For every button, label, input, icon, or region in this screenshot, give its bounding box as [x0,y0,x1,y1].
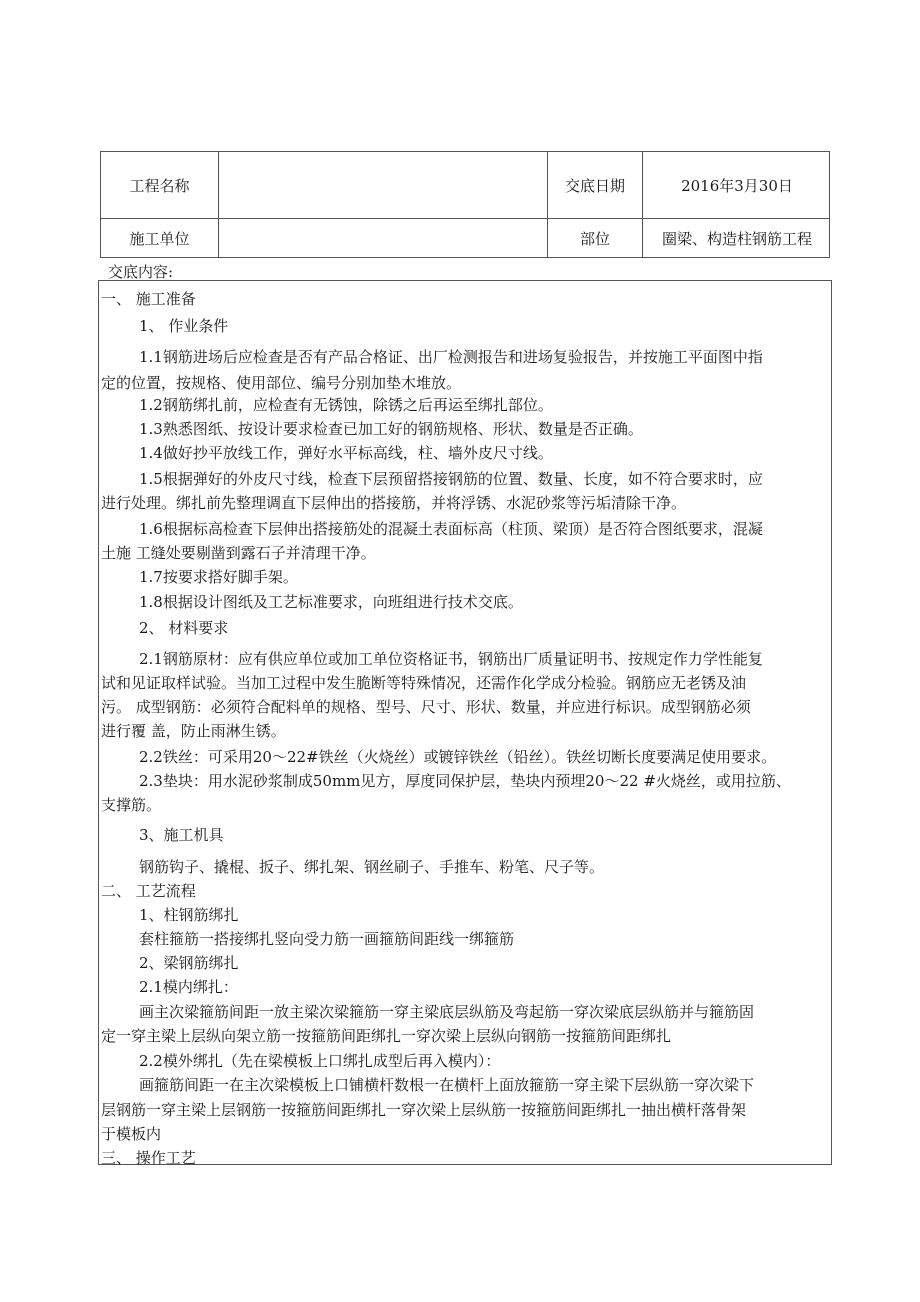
part-label: 部位 [548,218,643,258]
paragraph-line: 进行覆 盖，防止雨淋生锈。 [101,722,286,740]
paragraph-line: 土施 工缝处要剔凿到露石子并清理干净。 [101,544,376,562]
paragraph-line: 支撑筋。 [101,796,162,814]
paragraph-line: 1.7按要求搭好脚手架。 [139,568,298,586]
section-heading: 一、 施工准备 [101,290,196,308]
subsection-heading: 1、 作业条件 [139,317,229,335]
part-value: 圈梁、构造柱钢筋工程 [661,229,812,248]
paragraph-line: 钢筋钩子、撬棍、扳子、绑扎架、钢丝刷子、手推车、粉笔、尺子等。 [139,858,605,876]
section-heading: 三、 操作工艺 [101,1149,196,1167]
paragraph-line: 2.3垫块：用水泥砂浆制成50mm见方，厚度同保护层，垫块内预埋20～22 #火烧丝，或用拉筋、 [139,772,791,790]
project-name-value [219,152,548,218]
project-name-label: 工程名称 [101,152,219,218]
paragraph-line: 1.5根据弹好的外皮尺寸线，检查下层预留搭接钢筋的位置、数量、长度，如不符合要求时，应 [139,470,763,488]
content-label: 交底内容: [108,263,174,281]
subsection-heading: 2.1模内绑扎： [139,978,238,996]
unit-value [219,218,548,258]
date-label: 交底日期 [548,152,643,218]
paragraph-line: 1.4做好抄平放线工作，弹好水平标高线，柱、墙外皮尺寸线。 [139,444,553,462]
subsection-heading: 1、柱钢筋绑扎 [139,906,239,924]
paragraph-line: 1.2钢筋绑扎前，应检查有无锈蚀，除锈之后再运至绑扎部位。 [139,396,553,414]
paragraph-line: 2.1钢筋原材：应有供应单位或加工单位资格证书，钢筋出厂质量证明书、按规定作力学性能复 [139,650,763,668]
date-value: 2016年3月30日 [681,176,793,195]
header-row-1 [101,152,829,219]
section-heading: 二、 工艺流程 [101,882,196,900]
paragraph-line: 层钢筋一穿主梁上层钢筋一按箍筋间距绑扎一穿次梁上层纵筋一按箍筋间距绑扎一抽出横杆落骨架 [101,1101,747,1119]
paragraph-line: 进行处理。绑扎前先整理调直下层伸出的搭接筋，并将浮锈、水泥砂浆等污垢清除干净。 [101,494,687,512]
paragraph-line: 定一穿主梁上层纵向架立筋一按箍筋间距绑扎一穿次梁上层纵向钢筋一按箍筋间距绑扎 [101,1027,672,1045]
subsection-heading: 2.2模外绑扎（先在梁模板上口绑扎成型后再入模内）： [139,1052,501,1070]
paragraph-line: 画箍筋间距一在主次梁模板上口铺横杆数根一在横杆上面放箍筋一穿主梁下层纵筋一穿次梁下 [139,1076,755,1094]
subsection-heading: 2、梁钢筋绑扎 [139,954,239,972]
unit-label: 施工单位 [101,218,219,258]
header-row-2 [101,218,829,258]
paragraph-line: 污。 成型钢筋：必须符合配料单的规格、型号、尺寸、形状、数量，并应进行标识。成型钢筋必须 [101,698,751,716]
paragraph-line: 定的位置，按规格、使用部位、编号分别加垫木堆放。 [101,374,462,392]
subsection-heading: 2、 材料要求 [139,619,229,637]
content-box [98,280,832,1165]
paragraph-line: 1.8根据设计图纸及工艺标准要求，向班组进行技术交底。 [139,593,523,611]
paragraph-line: 1.3熟悉图纸、按设计要求检查已加工好的钢筋规格、形状、数量是否正确。 [139,420,643,438]
paragraph-line: 1.6根据标高检查下层伸出搭接筋处的混凝土表面标高（柱顶、梁顶）是否符合图纸要求，混凝 [139,520,763,538]
paragraph-line: 试和见证取样试验。当加工过程中发生脆断等特殊情况，还需作化学成分检验。钢筋应无老锈及油 [101,674,747,692]
paragraph-line: 套柱箍筋一搭接绑扎竖向受力筋一画箍筋间距线一绑箍筋 [139,930,515,948]
paragraph-line: 2.2铁丝：可采用20～22#铁丝（火烧丝）或镀锌铁丝（铅丝）。铁丝切断长度要满足使用要求。 [139,748,777,766]
paragraph-line: 画主次梁箍筋间距一放主梁次梁箍筋一穿主梁底层纵筋及弯起筋一穿次梁底层纵筋并与箍筋固 [139,1003,755,1021]
paragraph-line: 1.1钢筋进场后应检查是否有产品合格证、出厂检测报告和进场复验报告，并按施工平面图中指 [139,348,763,366]
paragraph-line: 于模板内 [101,1125,162,1143]
subsection-heading: 3、施工机具 [139,826,224,844]
header-table [100,151,830,258]
